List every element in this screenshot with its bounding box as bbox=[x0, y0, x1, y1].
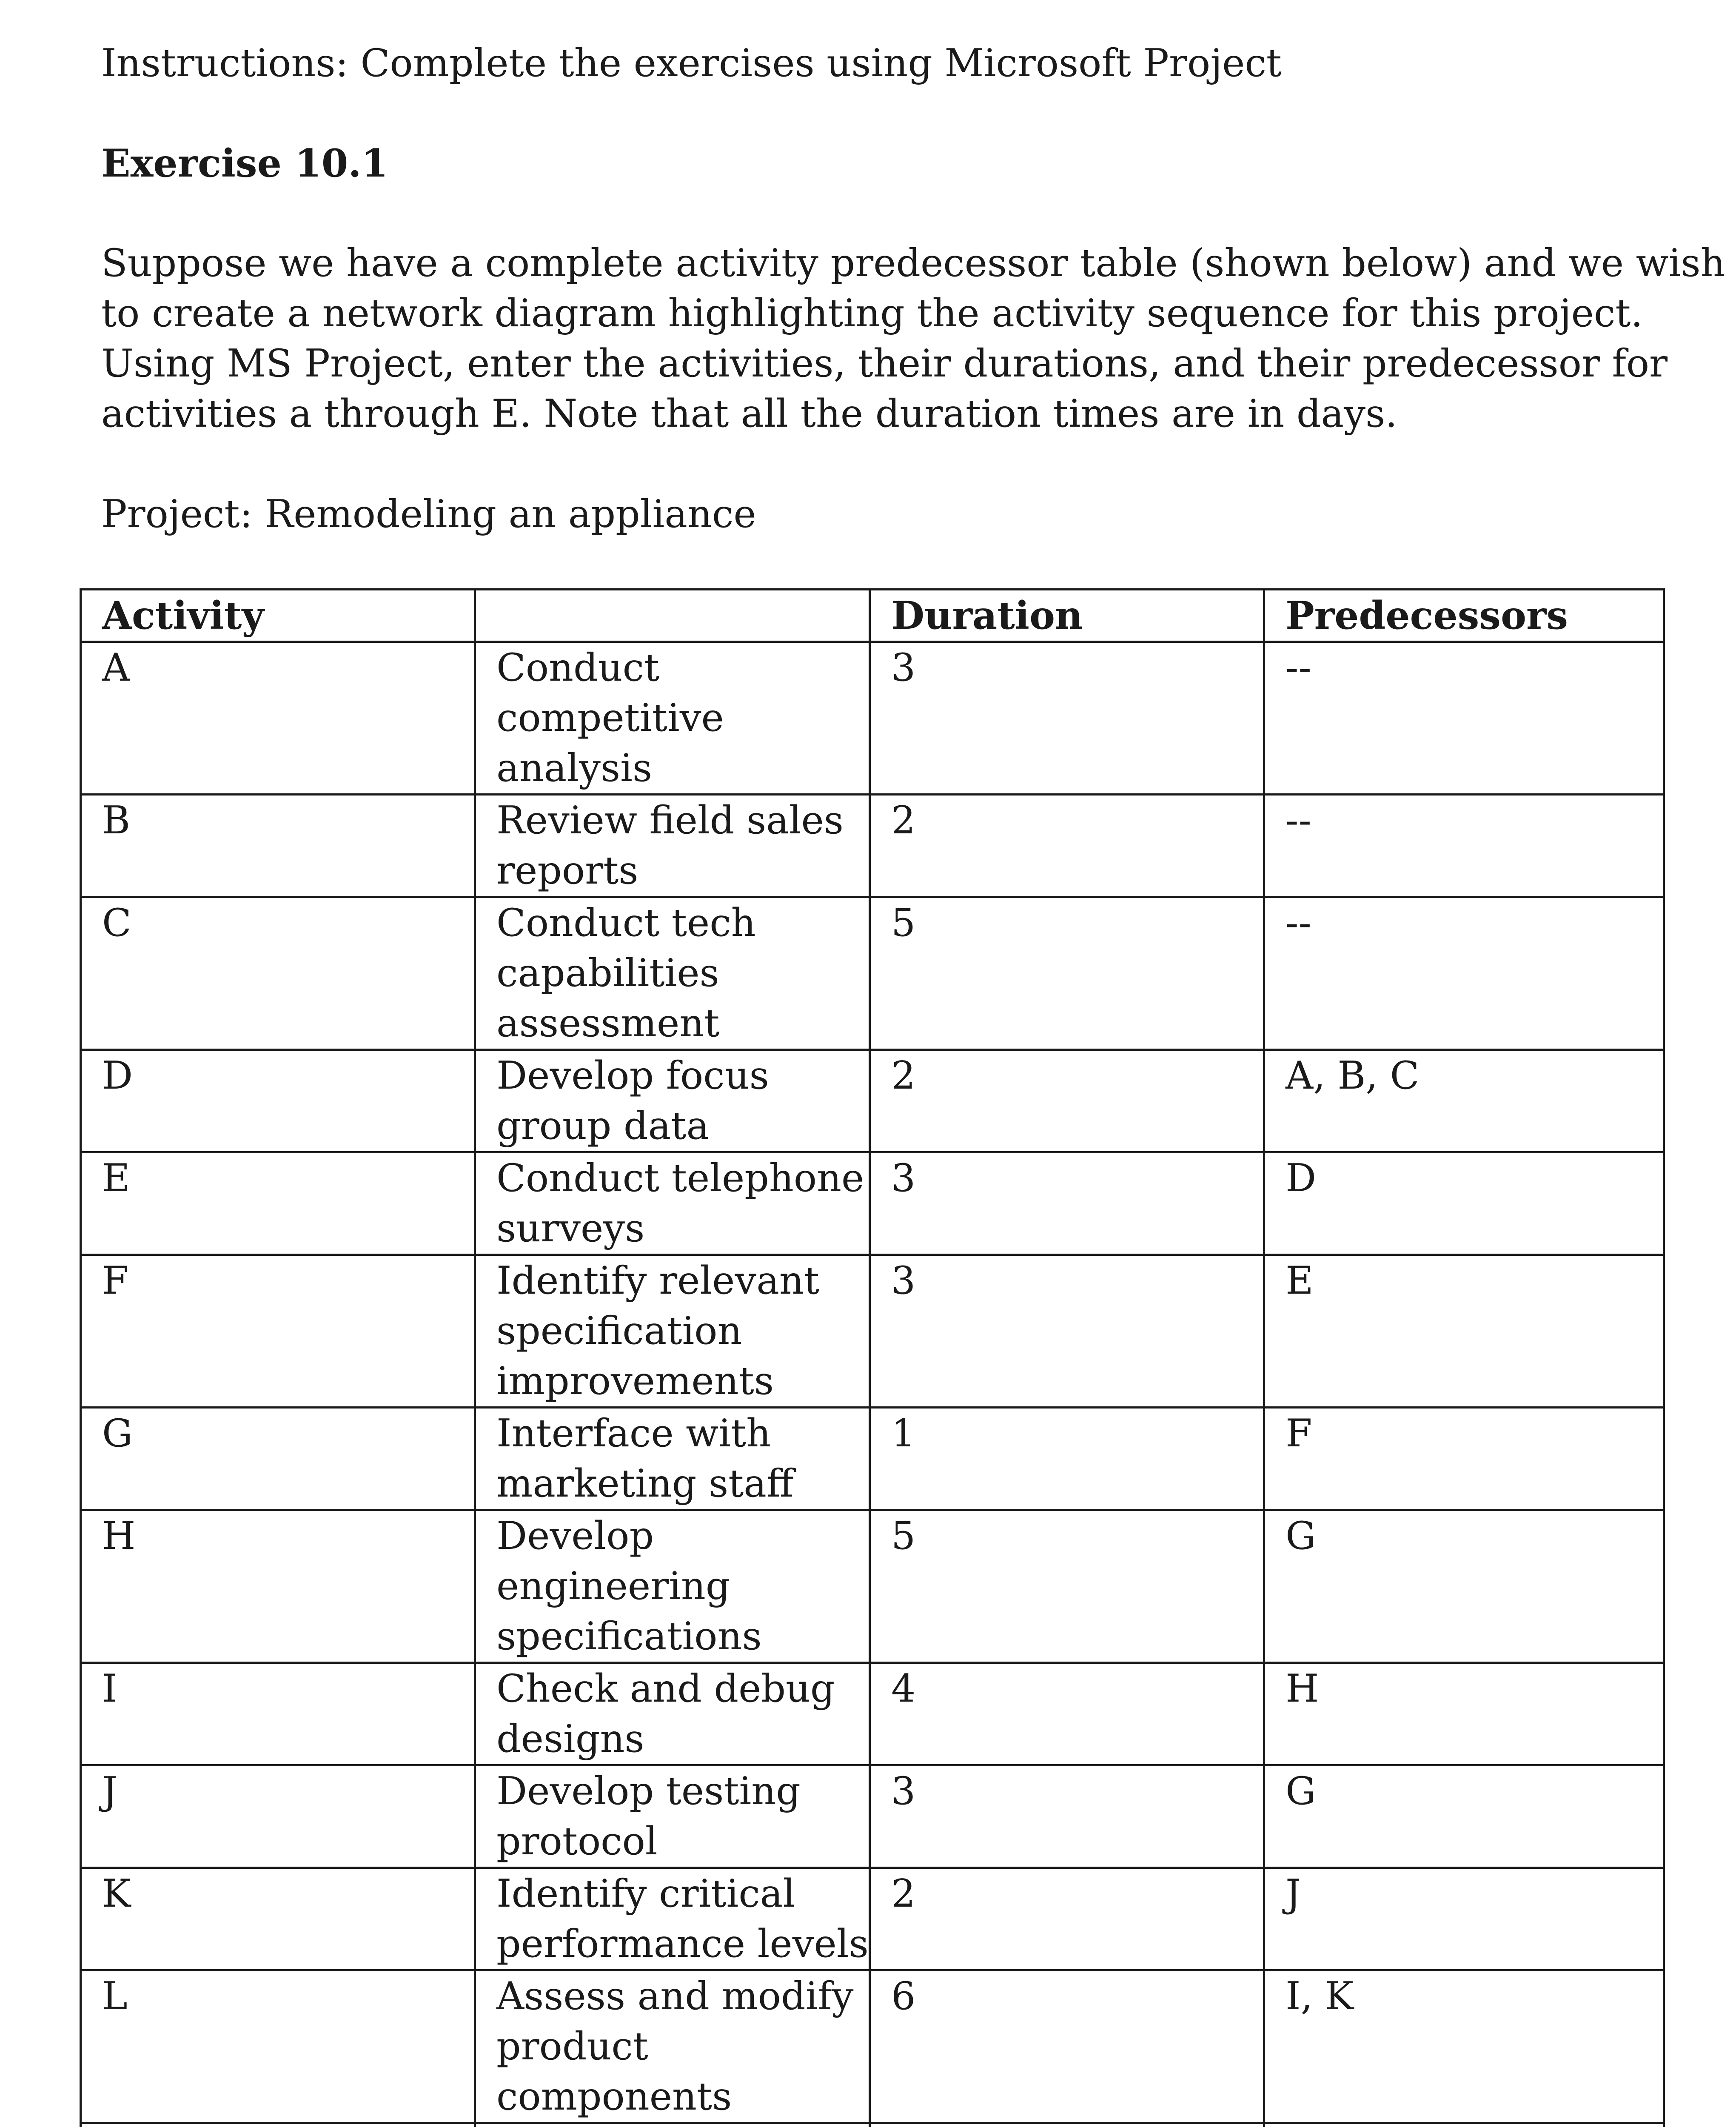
predecessors-cell: G bbox=[1264, 1510, 1664, 1663]
predecessors-cell: -- bbox=[1264, 795, 1664, 897]
header-duration: Duration bbox=[870, 590, 1264, 642]
activity-cell bbox=[81, 2123, 475, 2127]
duration-cell: 6 bbox=[870, 1970, 1264, 2123]
table-row bbox=[81, 1663, 1664, 1765]
activity-cell: L bbox=[81, 1970, 475, 2123]
description-cell: Check and debug designs bbox=[475, 1663, 870, 1765]
duration-cell bbox=[870, 2123, 1264, 2127]
table-row bbox=[81, 1050, 1664, 1152]
predecessors-cell: -- bbox=[1264, 642, 1664, 795]
table-row bbox=[81, 1970, 1664, 2123]
table-row bbox=[81, 1765, 1664, 1868]
duration-cell: 4 bbox=[870, 1663, 1264, 1765]
table-row bbox=[81, 795, 1664, 897]
predecessors-cell: J bbox=[1264, 1868, 1664, 1970]
instructions-text: Instructions: Complete the exercises using Microsoft Project bbox=[101, 41, 1282, 86]
exercise-title: Exercise 10.1 bbox=[101, 141, 388, 186]
activity-cell: A bbox=[81, 642, 475, 795]
table-row bbox=[81, 1868, 1664, 1970]
predecessors-cell: -- bbox=[1264, 897, 1664, 1050]
duration-cell: 3 bbox=[870, 1255, 1264, 1408]
description-cell: Develop engineering specifications bbox=[475, 1510, 870, 1663]
activity-cell: I bbox=[81, 1663, 475, 1765]
description-cell: Conduct tech capabilities assessment bbox=[475, 897, 870, 1050]
activity-cell: K bbox=[81, 1868, 475, 1970]
description-cell bbox=[475, 2123, 870, 2127]
paragraph-line: Suppose we have a complete activity predecessor table (shown below) and we wish bbox=[101, 241, 1725, 285]
description-cell: Conduct telephone surveys bbox=[475, 1152, 870, 1255]
paragraph-line: to create a network diagram highlighting the activity sequence for this project. bbox=[101, 291, 1643, 336]
predecessors-cell: I, K bbox=[1264, 1970, 1664, 2123]
description-cell: Assess and modify product components bbox=[475, 1970, 870, 2123]
description-cell: Interface with marketing staff bbox=[475, 1408, 870, 1510]
header-predecessors: Predecessors bbox=[1264, 590, 1664, 642]
duration-cell: 2 bbox=[870, 1050, 1264, 1152]
activity-cell: J bbox=[81, 1765, 475, 1868]
description-cell: Identify relevant specification improvements bbox=[475, 1255, 870, 1408]
duration-cell: 5 bbox=[870, 1510, 1264, 1663]
duration-cell: 2 bbox=[870, 795, 1264, 897]
activity-table bbox=[80, 588, 1665, 2127]
predecessors-cell: G bbox=[1264, 1765, 1664, 1868]
table-row bbox=[81, 1510, 1664, 1663]
activity-cell: D bbox=[81, 1050, 475, 1152]
activity-cell: G bbox=[81, 1408, 475, 1510]
table-row bbox=[81, 642, 1664, 795]
duration-cell: 3 bbox=[870, 1765, 1264, 1868]
paragraph-line: Using MS Project, enter the activities, their durations, and their predecessor for bbox=[101, 341, 1668, 386]
predecessors-cell bbox=[1264, 2123, 1664, 2127]
predecessors-cell: A, B, C bbox=[1264, 1050, 1664, 1152]
duration-cell: 5 bbox=[870, 897, 1264, 1050]
table-row bbox=[81, 2123, 1664, 2127]
project-label: Project: Remodeling an appliance bbox=[101, 492, 756, 536]
header-description bbox=[475, 590, 870, 642]
duration-cell: 2 bbox=[870, 1868, 1264, 1970]
description-cell: Review field sales reports bbox=[475, 795, 870, 897]
table-row bbox=[81, 1408, 1664, 1510]
predecessors-cell: F bbox=[1264, 1408, 1664, 1510]
table-row bbox=[81, 1152, 1664, 1255]
paragraph-line: activities a through E. Note that all the duration times are in days. bbox=[101, 391, 1397, 436]
table-header-row bbox=[81, 590, 1664, 642]
description-cell: Identify critical performance levels bbox=[475, 1868, 870, 1970]
activity-cell: C bbox=[81, 897, 475, 1050]
description-cell: Develop testing protocol bbox=[475, 1765, 870, 1868]
duration-cell: 3 bbox=[870, 642, 1264, 795]
activity-cell: H bbox=[81, 1510, 475, 1663]
exercise-paragraph bbox=[101, 238, 1725, 439]
duration-cell: 1 bbox=[870, 1408, 1264, 1510]
header-activity: Activity bbox=[81, 590, 475, 642]
activity-cell: F bbox=[81, 1255, 475, 1408]
description-cell: Conduct competitive analysis bbox=[475, 642, 870, 795]
table-row bbox=[81, 1255, 1664, 1408]
description-cell: Develop focus group data bbox=[475, 1050, 870, 1152]
duration-cell: 3 bbox=[870, 1152, 1264, 1255]
activity-cell: B bbox=[81, 795, 475, 897]
predecessors-cell: E bbox=[1264, 1255, 1664, 1408]
activity-cell: E bbox=[81, 1152, 475, 1255]
predecessors-cell: H bbox=[1264, 1663, 1664, 1765]
table-row bbox=[81, 897, 1664, 1050]
predecessors-cell: D bbox=[1264, 1152, 1664, 1255]
